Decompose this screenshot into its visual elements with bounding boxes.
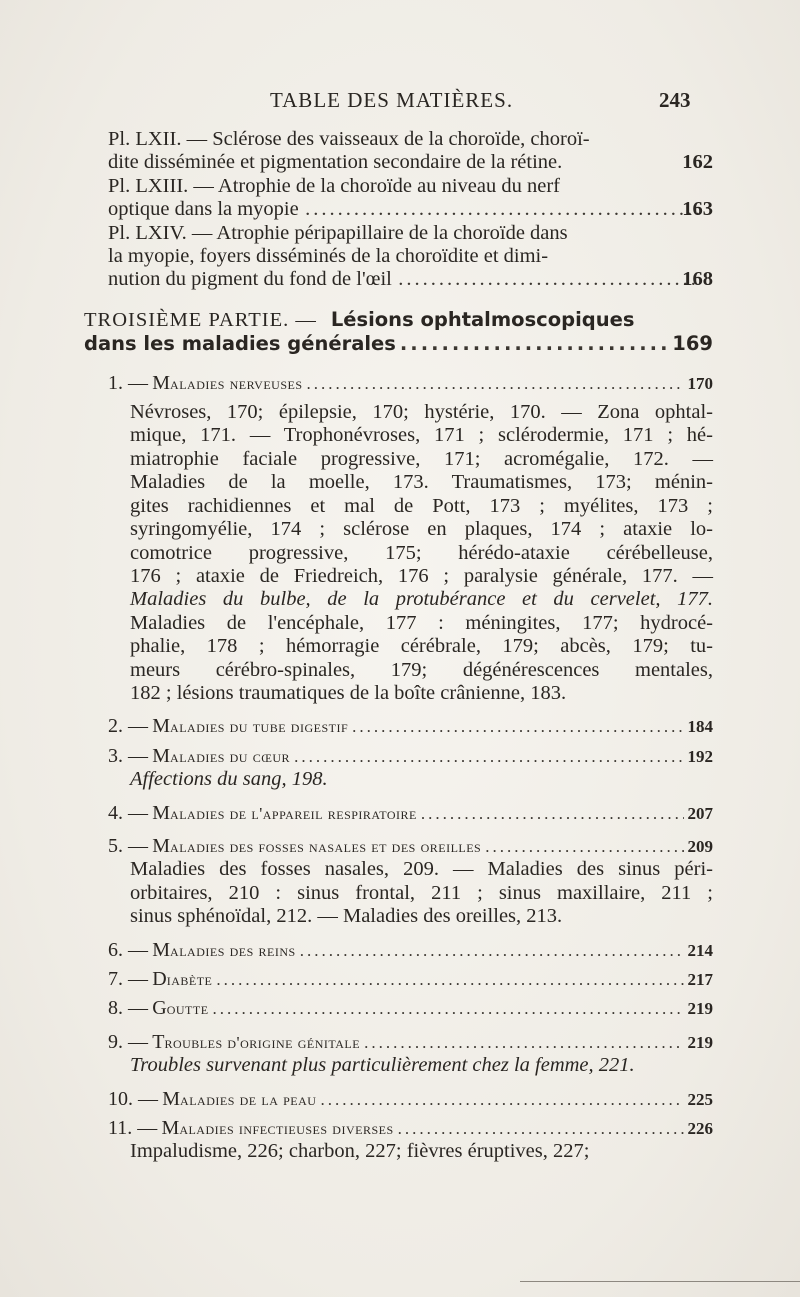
plate-line: nution du pigment du fond de l'œil xyxy=(108,268,392,291)
detail-line: 182 ; lésions traumatiques de la boîte crânienne, 183. xyxy=(130,681,567,704)
section-entry xyxy=(108,1088,713,1111)
detail-line: Maladies de l'encéphale, 177 : méningites, 177; hydrocé- xyxy=(130,611,713,634)
plate-line: Pl. LXIV. — Atrophie péripapillaire de la choroïde dans xyxy=(108,221,568,244)
leader-dots xyxy=(364,1031,683,1054)
section-title: iabète xyxy=(166,970,213,989)
leader-dots xyxy=(396,268,700,291)
section-initial: M xyxy=(152,801,171,824)
leader-dots xyxy=(307,372,684,395)
plate-line: dite disséminée et pigmentation secondaire de la rétine. xyxy=(108,151,563,174)
detail-line: miatrophie faciale progressive, 171; acromégalie, 172. — xyxy=(130,447,713,470)
section-details xyxy=(108,401,713,705)
running-header: TABLE DES MATIÈRES. xyxy=(270,88,514,112)
section-page: 207 xyxy=(687,803,713,823)
page-number: 243 xyxy=(659,88,691,112)
leader-dots xyxy=(421,802,684,825)
section-page: 219 xyxy=(687,999,713,1019)
section-entry xyxy=(108,802,713,825)
section-entry xyxy=(108,372,713,706)
leader-dots xyxy=(398,1117,684,1140)
leader-dots xyxy=(400,332,668,355)
section-page: 217 xyxy=(687,970,713,989)
section-entry xyxy=(108,835,713,929)
detail-line: gites rachidiennes et mal de Pott, 173 ; myélites, 173 ; xyxy=(130,494,713,517)
detail-line: comotrice progressive, 175; hérédo-ataxie cérébelleuse, xyxy=(130,541,713,564)
section-entry xyxy=(108,997,713,1020)
section-title: aladies de la peau xyxy=(180,1089,317,1109)
detail-line: Maladies de la moelle, 173. Traumatismes, 173; ménin- xyxy=(130,471,713,494)
detail-line: sinus sphénoïdal, 212. — Maladies des oreilles, 213. xyxy=(130,905,563,928)
section-entry xyxy=(108,1117,713,1164)
section-initial: M xyxy=(162,1087,181,1110)
section-entry xyxy=(108,745,713,792)
section-page: 225 xyxy=(687,1089,713,1109)
plate-page: 162 xyxy=(682,151,713,174)
plate-page: 163 xyxy=(682,198,713,221)
part-heading xyxy=(84,308,713,356)
section-initial: M xyxy=(161,1117,180,1140)
section-number: 6. — xyxy=(108,938,148,961)
section-title: roubles d'origine génitale xyxy=(164,1032,361,1052)
section-details xyxy=(108,858,713,928)
section-entry xyxy=(108,939,713,962)
detail-line: Impaludisme, 226; charbon, 227; fièvres éruptives, 227; xyxy=(130,1140,590,1163)
section-entry xyxy=(108,968,713,991)
section-page: 214 xyxy=(687,940,713,960)
plate-line: optique dans la myopie xyxy=(108,198,299,221)
section-details xyxy=(108,1140,713,1163)
section-initial: M xyxy=(152,744,171,767)
section-initial: M xyxy=(152,834,171,857)
section-entry xyxy=(108,1031,713,1078)
plate-entry xyxy=(108,128,713,175)
section-number: 7. — xyxy=(108,968,148,990)
detail-line: orbitaires, 210 : sinus frontal, 211 ; sinus maxillaire, 211 ; xyxy=(130,881,713,904)
section-number: 10. — xyxy=(108,1087,158,1110)
section-entry xyxy=(108,715,713,738)
detail-line: meurs cérébro-spinales, 179; dégénérescences mentales, xyxy=(130,658,713,681)
plate-line: Pl. LXIII. — Atrophie de la choroïde au niveau du nerf xyxy=(108,174,561,197)
section-page: 184 xyxy=(687,717,713,737)
detail-line: 176 ; ataxie de Friedreich, 176 ; paralysie générale, 177. — xyxy=(130,564,713,587)
detail-line: Maladies des fosses nasales, 209. — Maladies des sinus péri- xyxy=(130,858,713,881)
leader-dots xyxy=(485,835,683,858)
section-number: 9. — xyxy=(108,1030,148,1053)
section-initial: M xyxy=(152,938,171,961)
section-initial: D xyxy=(152,968,167,990)
section-number: 3. — xyxy=(108,744,148,767)
plate-entry xyxy=(108,222,713,292)
leader-dots xyxy=(216,968,683,991)
section-page: 226 xyxy=(687,1119,713,1139)
detail-line: Troubles survenant plus particulièrement chez la femme, 221. xyxy=(130,1054,635,1077)
section-initial: G xyxy=(152,997,167,1020)
detail-line: phalie, 178 ; hémorragie cérébrale, 179; abcès, 179; tu- xyxy=(130,635,713,658)
section-initial: T xyxy=(152,1030,165,1053)
section-page: 209 xyxy=(687,836,713,856)
detail-line: Affections du sang, 198. xyxy=(130,768,328,791)
part-title-line1: Lésions ophtalmoscopiques xyxy=(330,307,635,331)
section-number: 11. — xyxy=(108,1117,158,1140)
section-details xyxy=(108,1054,713,1077)
section-title: aladies infectieuses diverses xyxy=(179,1119,394,1139)
section-page: 219 xyxy=(687,1032,713,1052)
section-initial: M xyxy=(152,371,171,394)
detail-line: syringomyélie, 174 ; sclérose en plaques, 174 ; ataxie lo- xyxy=(130,518,713,541)
section-title: outte xyxy=(166,999,209,1019)
plate-line: la myopie, foyers disséminés de la choroïdite et dimi- xyxy=(108,245,549,268)
section-page: 192 xyxy=(687,746,713,766)
section-title: aladies de l'appareil respiratoire xyxy=(170,803,417,823)
plate-page: 168 xyxy=(682,268,713,291)
leader-dots xyxy=(320,1088,683,1111)
section-number: 8. — xyxy=(108,997,148,1020)
section-title: aladies des fosses nasales et des oreilles xyxy=(170,836,482,856)
part-prefix: TROISIÈME PARTIE. — xyxy=(84,308,317,331)
part-page: 169 xyxy=(672,332,713,356)
scan-edge-line xyxy=(520,1281,800,1282)
leader-dots xyxy=(300,939,684,962)
table-of-contents xyxy=(84,128,713,1164)
section-title: aladies nerveuses xyxy=(170,373,303,393)
detail-line: mique, 171. — Trophonévroses, 171 ; sclérodermie, 171 ; hé- xyxy=(130,424,713,447)
section-page: 170 xyxy=(687,373,713,393)
section-number: 2. — xyxy=(108,715,148,738)
plate-line: Pl. LXII. — Sclérose des vaisseaux de la choroïde, choroï- xyxy=(108,128,590,150)
detail-line: Névroses, 170; épilepsie, 170; hystérie, 170. — Zona ophtal- xyxy=(130,401,713,424)
section-number: 1. — xyxy=(108,371,148,394)
detail-line: Maladies du bulbe, de la protubérance et du cervelet, 177. xyxy=(130,588,713,611)
leader-dots xyxy=(352,715,683,738)
part-title-line2: dans les maladies générales xyxy=(84,332,396,356)
leader-dots xyxy=(294,745,683,768)
leader-dots xyxy=(303,198,701,221)
section-number: 5. — xyxy=(108,834,148,857)
plate-entry xyxy=(108,175,713,222)
section-title: aladies du tube digestif xyxy=(170,717,349,737)
section-title: aladies du cœur xyxy=(170,746,291,766)
section-number: 4. — xyxy=(108,801,148,824)
section-initial: M xyxy=(152,715,171,738)
section-details xyxy=(108,768,713,791)
section-title: aladies des reins xyxy=(170,940,296,960)
leader-dots xyxy=(213,997,684,1020)
